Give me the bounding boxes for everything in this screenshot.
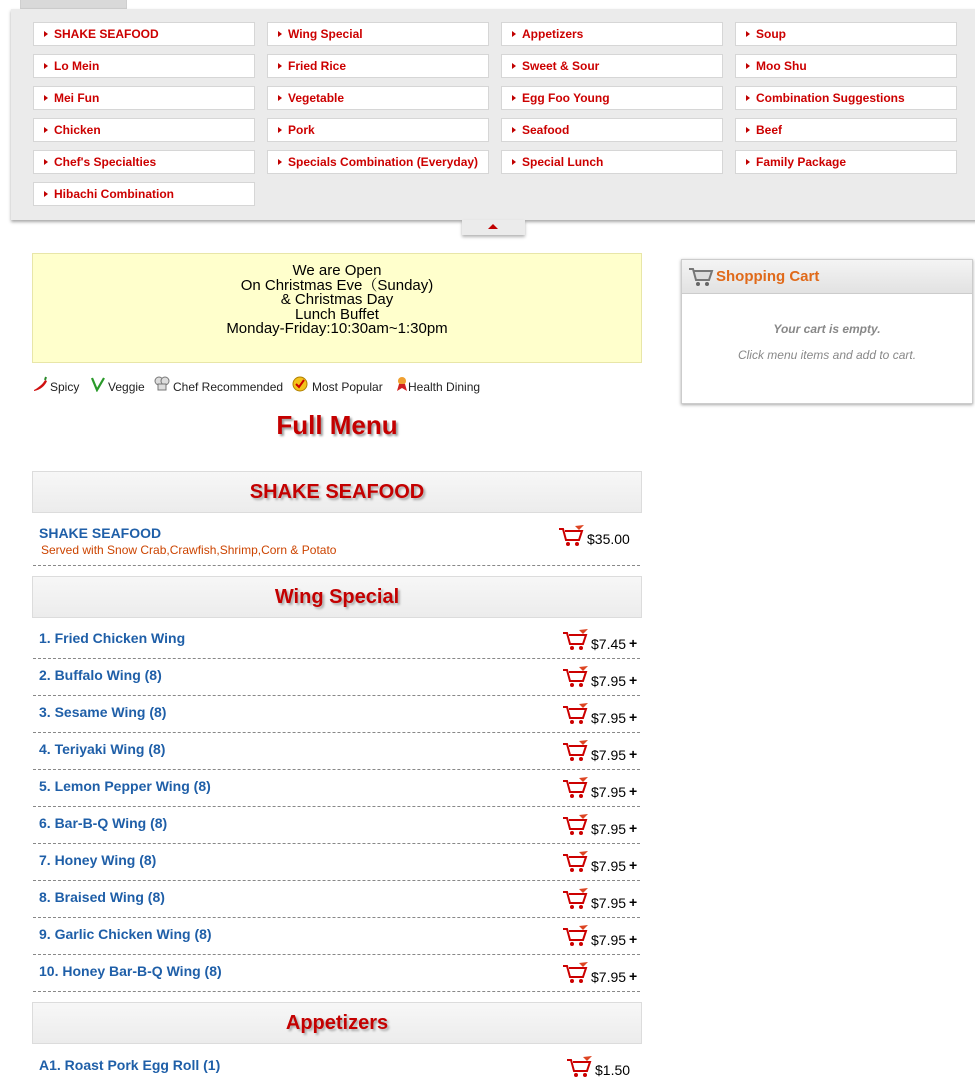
- cart-hint: Click menu items and add to cart.: [737, 348, 917, 362]
- leaf-icon: [90, 376, 106, 392]
- menu-item: [33, 880, 640, 918]
- section-heading-appetizers: Appetizers: [32, 1002, 642, 1044]
- add-to-cart-icon[interactable]: [562, 851, 588, 873]
- section-heading-shake-seafood: SHAKE SEAFOOD: [32, 471, 642, 513]
- legend-popular: Most Popular: [312, 380, 383, 394]
- caret-right-icon: [278, 63, 282, 69]
- menu-item-name[interactable]: A1. Roast Pork Egg Roll (1): [39, 1057, 221, 1073]
- chef-hat-icon: [154, 376, 170, 392]
- legend-spicy: Spicy: [50, 380, 80, 394]
- caret-right-icon: [44, 127, 48, 133]
- category-sweet-sour[interactable]: Sweet & Sour: [501, 54, 723, 78]
- notice-line: Lunch Buffet: [295, 305, 379, 323]
- top-tab[interactable]: [20, 0, 127, 9]
- shopping-cart-header: [682, 260, 972, 294]
- category-combination-suggestions[interactable]: Combination Suggestions: [735, 86, 957, 110]
- caret-right-icon: [44, 191, 48, 197]
- menu-item-price: $1.50: [595, 1062, 631, 1078]
- expand-options-button[interactable]: +: [629, 820, 638, 836]
- category-chefs-specialties[interactable]: Chef's Specialties: [33, 150, 255, 174]
- category-special-lunch[interactable]: Special Lunch: [501, 150, 723, 174]
- menu-item: [33, 621, 640, 659]
- notice-line: On Christmas Eve（Sunday): [240, 276, 434, 294]
- menu-item-name[interactable]: 8. Braised Wing (8): [39, 889, 165, 905]
- category-lo-mein[interactable]: Lo Mein: [33, 54, 255, 78]
- shopping-cart-title: Shopping Cart: [716, 268, 820, 285]
- menu-item-name[interactable]: 1. Fried Chicken Wing: [39, 630, 186, 646]
- expand-options-button[interactable]: +: [629, 783, 638, 799]
- menu-item-price: $7.95: [591, 895, 627, 911]
- menu-item: [33, 1046, 640, 1082]
- menu-item-price: $7.95: [591, 673, 627, 689]
- expand-options-button[interactable]: +: [629, 746, 638, 762]
- menu-item-name[interactable]: 9. Garlic Chicken Wing (8): [39, 926, 212, 942]
- caret-right-icon: [512, 31, 516, 37]
- menu-item-name[interactable]: 2. Buffalo Wing (8): [39, 667, 162, 683]
- category-mei-fun[interactable]: Mei Fun: [33, 86, 255, 110]
- category-moo-shu[interactable]: Moo Shu: [735, 54, 957, 78]
- menu-item-price: $7.45: [591, 636, 627, 652]
- expand-options-button[interactable]: +: [629, 709, 638, 725]
- legend-health: Health Dining: [408, 380, 481, 394]
- caret-up-icon: [488, 224, 498, 229]
- menu-item-name[interactable]: 5. Lemon Pepper Wing (8): [39, 778, 211, 794]
- category-pork[interactable]: Pork: [267, 118, 489, 142]
- notice-line: Monday-Friday:10:30am~1:30pm: [226, 320, 448, 337]
- expand-options-button[interactable]: +: [629, 635, 638, 651]
- caret-right-icon: [44, 63, 48, 69]
- add-to-cart-icon[interactable]: [562, 888, 588, 910]
- expand-options-button[interactable]: +: [629, 857, 638, 873]
- caret-right-icon: [44, 31, 48, 37]
- caret-right-icon: [278, 95, 282, 101]
- category-soup[interactable]: Soup: [735, 22, 957, 46]
- menu-item-name[interactable]: 7. Honey Wing (8): [39, 852, 157, 868]
- menu-item-price: $7.95: [591, 858, 627, 874]
- cart-empty-message: Your cart is empty.: [773, 322, 881, 336]
- add-to-cart-icon[interactable]: [562, 666, 588, 688]
- menu-item-price: $7.95: [591, 784, 627, 800]
- expand-options-button[interactable]: +: [629, 968, 638, 984]
- caret-right-icon: [44, 159, 48, 165]
- caret-right-icon: [278, 127, 282, 133]
- caret-right-icon: [512, 127, 516, 133]
- legend-chef: Chef Recommended: [173, 380, 284, 394]
- expand-options-button[interactable]: +: [629, 672, 638, 688]
- menu-item: [33, 732, 640, 770]
- caret-right-icon: [278, 159, 282, 165]
- expand-options-button[interactable]: +: [629, 931, 638, 947]
- shopping-cart-panel: [681, 259, 973, 404]
- caret-right-icon: [746, 31, 750, 37]
- caret-right-icon: [512, 95, 516, 101]
- menu-item: [33, 695, 640, 733]
- caret-right-icon: [512, 159, 516, 165]
- menu-item-price: $7.95: [591, 821, 627, 837]
- caret-right-icon: [44, 95, 48, 101]
- add-to-cart-icon[interactable]: [558, 525, 584, 547]
- add-to-cart-icon[interactable]: [562, 962, 588, 984]
- caret-right-icon: [746, 95, 750, 101]
- menu-item: [33, 917, 640, 955]
- collapse-categories-button[interactable]: [462, 220, 525, 235]
- menu-item-name[interactable]: SHAKE SEAFOOD: [39, 525, 162, 541]
- menu-item: [33, 954, 640, 992]
- caret-right-icon: [512, 63, 516, 69]
- caret-right-icon: [746, 63, 750, 69]
- category-family-package[interactable]: Family Package: [735, 150, 957, 174]
- add-to-cart-icon[interactable]: [562, 925, 588, 947]
- category-appetizers[interactable]: Appetizers: [501, 22, 723, 46]
- shopping-cart-icon: [688, 267, 714, 287]
- menu-item-price: $7.95: [591, 747, 627, 763]
- menu-item: [33, 806, 640, 844]
- category-hibachi-combination[interactable]: Hibachi Combination: [33, 182, 255, 206]
- add-to-cart-icon[interactable]: [562, 703, 588, 725]
- menu-item: [33, 843, 640, 881]
- category-fried-rice[interactable]: Fried Rice: [267, 54, 489, 78]
- category-chicken[interactable]: Chicken: [33, 118, 255, 142]
- holiday-notice: [32, 253, 642, 363]
- category-specials-combination[interactable]: Specials Combination (Everyday): [267, 150, 489, 174]
- add-to-cart-icon[interactable]: [562, 814, 588, 836]
- menu-item: [33, 658, 640, 696]
- category-seafood[interactable]: Seafood: [501, 118, 723, 142]
- category-vegetable[interactable]: Vegetable: [267, 86, 489, 110]
- chili-pepper-icon: [32, 376, 48, 392]
- menu-item: [33, 769, 640, 807]
- thumbs-up-badge-icon: [292, 376, 308, 392]
- category-beef[interactable]: Beef: [735, 118, 957, 142]
- caret-right-icon: [746, 127, 750, 133]
- menu-item-name[interactable]: 3. Sesame Wing (8): [39, 704, 167, 720]
- menu-item-name[interactable]: 4. Teriyaki Wing (8): [39, 741, 166, 757]
- page-title: Full Menu: [276, 410, 398, 440]
- notice-line: & Christmas Day: [280, 291, 394, 308]
- notice-line: We are Open: [292, 262, 382, 279]
- top-bar: [0, 0, 975, 9]
- menu-item-price: $7.95: [591, 969, 627, 985]
- menu-item-name[interactable]: 10. Honey Bar-B-Q Wing (8): [39, 963, 222, 979]
- category-wing-special[interactable]: Wing Special: [267, 22, 489, 46]
- add-to-cart-icon[interactable]: [562, 740, 588, 762]
- add-to-cart-icon[interactable]: [562, 629, 588, 651]
- caret-right-icon: [746, 159, 750, 165]
- caret-right-icon: [278, 31, 282, 37]
- category-egg-foo-young[interactable]: Egg Foo Young: [501, 86, 723, 110]
- add-to-cart-icon[interactable]: [566, 1056, 592, 1078]
- menu-item-name[interactable]: 6. Bar-B-Q Wing (8): [39, 815, 168, 831]
- section-heading-wing-special: Wing Special: [32, 576, 642, 618]
- menu-item-price: $35.00: [587, 531, 630, 547]
- menu-item-description: Served with Snow Crab,Crawfish,Shrimp,Corn & Potato: [41, 543, 337, 557]
- legend-veggie: Veggie: [108, 380, 145, 394]
- menu-item: [33, 513, 640, 566]
- category-shake-seafood[interactable]: SHAKE SEAFOOD: [33, 22, 255, 46]
- add-to-cart-icon[interactable]: [562, 777, 588, 799]
- menu-item-price: $7.95: [591, 932, 627, 948]
- menu-item-price: $7.95: [591, 710, 627, 726]
- expand-options-button[interactable]: +: [629, 894, 638, 910]
